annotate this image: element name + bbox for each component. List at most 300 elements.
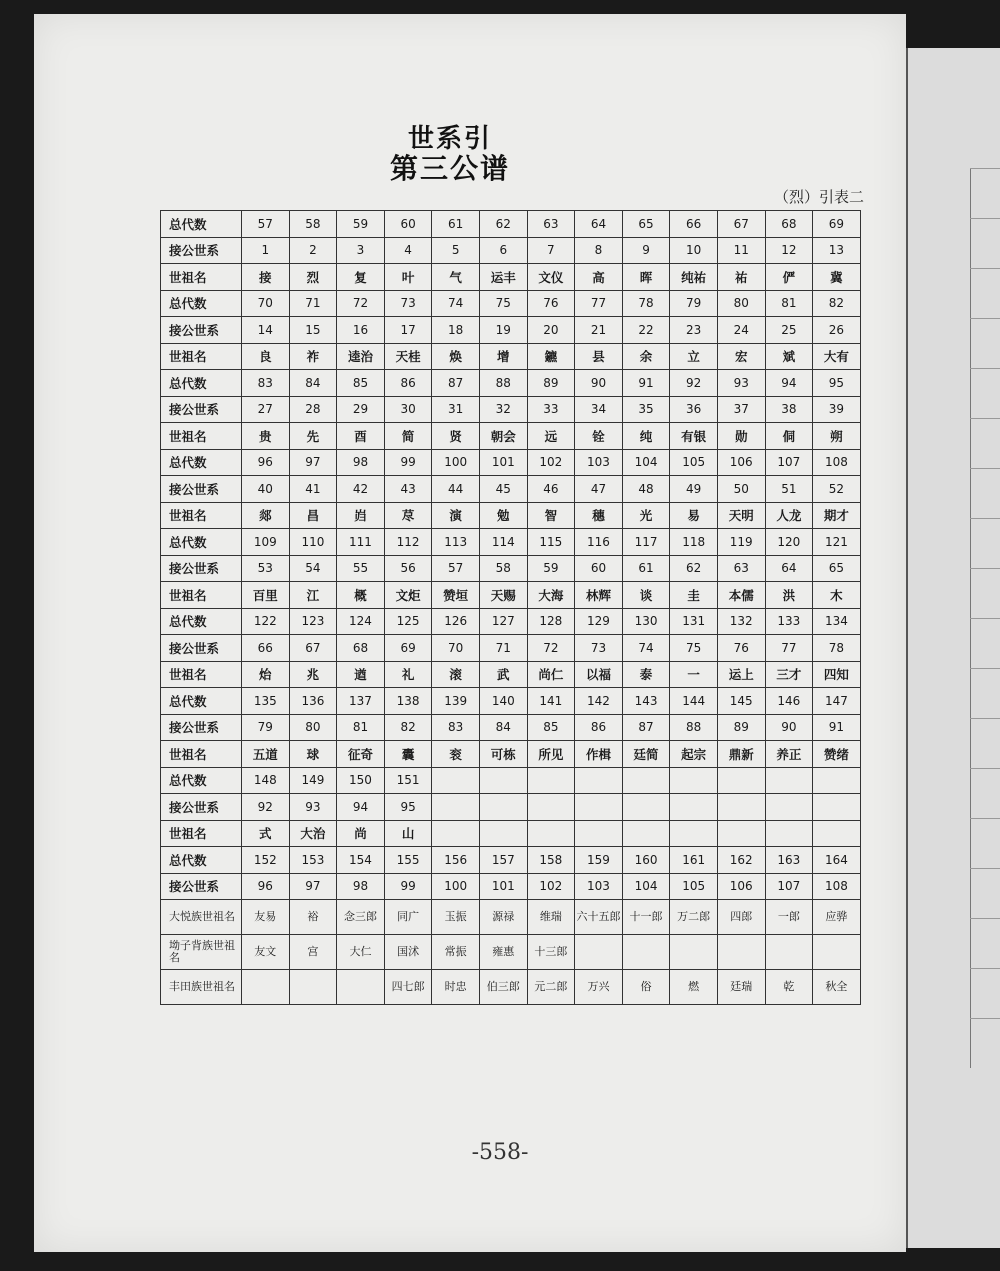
table-cell: 71	[479, 635, 527, 662]
table-cell: 球	[289, 741, 337, 768]
table-cell: 95	[813, 370, 861, 397]
table-cell: 期才	[813, 502, 861, 529]
table-cell: 109	[242, 529, 290, 556]
adjacent-table-rule	[970, 168, 1000, 169]
table-cell: 149	[289, 767, 337, 794]
table-cell: 164	[813, 847, 861, 874]
table-row	[161, 502, 861, 529]
table-cell: 103	[575, 873, 623, 900]
table-cell	[575, 767, 623, 794]
table-cell: 县	[575, 343, 623, 370]
table-cell: 31	[432, 396, 480, 423]
table-cell: 135	[242, 688, 290, 715]
table-cell: 大治	[289, 820, 337, 847]
table-cell: 96	[242, 873, 290, 900]
table-cell: 55	[337, 555, 385, 582]
row-label: 总代数	[161, 449, 242, 476]
table-row	[161, 290, 861, 317]
adjacent-table-rule	[970, 718, 1000, 719]
table-cell: 95	[384, 794, 432, 821]
table-cell: 26	[813, 317, 861, 344]
table-cell: 75	[479, 290, 527, 317]
table-cell: 圭	[670, 582, 718, 609]
adjacent-table-rule	[970, 218, 1000, 219]
table-cell: 90	[575, 370, 623, 397]
table-cell: 39	[813, 396, 861, 423]
table-cell: 衮	[432, 741, 480, 768]
table-cell	[479, 820, 527, 847]
adjacent-page-edge	[906, 48, 1000, 1248]
table-cell: 104	[622, 449, 670, 476]
table-cell	[813, 820, 861, 847]
table-cell	[813, 794, 861, 821]
table-cell: 逵治	[337, 343, 385, 370]
table-row	[161, 529, 861, 556]
table-row	[161, 449, 861, 476]
table-cell: 99	[384, 449, 432, 476]
table-cell: 维瑞	[527, 900, 575, 935]
table-cell: 85	[337, 370, 385, 397]
table-cell: 72	[527, 635, 575, 662]
table-cell: 106	[717, 873, 765, 900]
table-cell: 兆	[289, 661, 337, 688]
table-cell: 雍惠	[479, 935, 527, 970]
table-cell: 120	[765, 529, 813, 556]
table-cell	[622, 794, 670, 821]
table-cell: 137	[337, 688, 385, 715]
table-cell: 85	[527, 714, 575, 741]
table-cell: 64	[575, 211, 623, 238]
table-cell: 47	[575, 476, 623, 503]
table-cell: 68	[765, 211, 813, 238]
row-label: 总代数	[161, 370, 242, 397]
table-cell: 59	[527, 555, 575, 582]
table-cell: 82	[813, 290, 861, 317]
table-cell: 83	[242, 370, 290, 397]
table-cell: 鑣	[527, 343, 575, 370]
table-cell: 127	[479, 608, 527, 635]
adjacent-table-rule	[970, 568, 1000, 569]
row-label: 总代数	[161, 847, 242, 874]
table-cell: 113	[432, 529, 480, 556]
table-cell: 五道	[242, 741, 290, 768]
row-label: 总代数	[161, 767, 242, 794]
table-cell: 86	[384, 370, 432, 397]
table-cell: 66	[242, 635, 290, 662]
table-cell: 一	[670, 661, 718, 688]
table-cell: 146	[765, 688, 813, 715]
table-cell: 72	[337, 290, 385, 317]
table-cell: 92	[670, 370, 718, 397]
table-cell: 一郎	[765, 900, 813, 935]
table-cell: 108	[813, 873, 861, 900]
table-cell: 70	[432, 635, 480, 662]
table-cell: 十一郎	[622, 900, 670, 935]
table-cell: 25	[765, 317, 813, 344]
row-label: 世祖名	[161, 423, 242, 450]
table-row	[161, 211, 861, 238]
table-cell: 56	[384, 555, 432, 582]
table-cell: 勉	[479, 502, 527, 529]
table-cell: 70	[242, 290, 290, 317]
table-cell: 4	[384, 237, 432, 264]
table-cell: 141	[527, 688, 575, 715]
table-cell: 111	[337, 529, 385, 556]
table-cell: 132	[717, 608, 765, 635]
table-cell: 朝会	[479, 423, 527, 450]
table-cell: 15	[289, 317, 337, 344]
table-cell: 百里	[242, 582, 290, 609]
table-cell: 62	[479, 211, 527, 238]
table-cell: 四七郎	[384, 970, 432, 1005]
table-cell: 43	[384, 476, 432, 503]
row-label: 世祖名	[161, 741, 242, 768]
adjacent-table-rule	[970, 268, 1000, 269]
table-cell: 41	[289, 476, 337, 503]
row-label: 接公世系	[161, 794, 242, 821]
table-row	[161, 900, 861, 935]
table-cell: 19	[479, 317, 527, 344]
table-cell: 1	[242, 237, 290, 264]
row-label: 接公世系	[161, 555, 242, 582]
table-cell: 武	[479, 661, 527, 688]
row-label: 总代数	[161, 290, 242, 317]
table-cell	[717, 767, 765, 794]
table-cell	[765, 820, 813, 847]
table-cell: 赞垣	[432, 582, 480, 609]
table-cell: 勋	[717, 423, 765, 450]
table-cell: 十三郎	[527, 935, 575, 970]
table-cell: 90	[765, 714, 813, 741]
table-cell: 32	[479, 396, 527, 423]
table-cell: 73	[384, 290, 432, 317]
table-cell: 8	[575, 237, 623, 264]
table-cell	[813, 767, 861, 794]
table-cell	[527, 767, 575, 794]
table-cell: 74	[622, 635, 670, 662]
document-title	[350, 124, 550, 184]
table-cell: 63	[717, 555, 765, 582]
table-cell: 54	[289, 555, 337, 582]
table-cell: 158	[527, 847, 575, 874]
table-cell: 养正	[765, 741, 813, 768]
table-cell: 153	[289, 847, 337, 874]
row-label: 接公世系	[161, 635, 242, 662]
table-cell: 65	[622, 211, 670, 238]
table-cell: 11	[717, 237, 765, 264]
adjacent-table-rule	[970, 518, 1000, 519]
table-cell: 朔	[813, 423, 861, 450]
table-cell: 21	[575, 317, 623, 344]
genealogy-table	[160, 210, 861, 1005]
table-cell: 尚	[337, 820, 385, 847]
table-cell: 88	[670, 714, 718, 741]
adjacent-table-rule	[970, 418, 1000, 419]
table-row	[161, 396, 861, 423]
table-cell: 穗	[575, 502, 623, 529]
table-cell: 93	[717, 370, 765, 397]
table-cell: 智	[527, 502, 575, 529]
table-row	[161, 476, 861, 503]
table-cell: 63	[527, 211, 575, 238]
table-cell: 郯	[242, 502, 290, 529]
adjacent-table-rule	[970, 768, 1000, 769]
table-cell: 44	[432, 476, 480, 503]
table-cell: 159	[575, 847, 623, 874]
table-cell: 5	[432, 237, 480, 264]
table-row	[161, 935, 861, 970]
table-cell: 46	[527, 476, 575, 503]
table-cell: 126	[432, 608, 480, 635]
table-cell: 61	[622, 555, 670, 582]
table-cell: 晖	[622, 264, 670, 291]
table-cell: 四知	[813, 661, 861, 688]
table-cell	[717, 820, 765, 847]
table-cell: 77	[765, 635, 813, 662]
table-cell: 108	[813, 449, 861, 476]
table-cell: 140	[479, 688, 527, 715]
table-cell: 145	[717, 688, 765, 715]
table-subtitle: （烈）引表二	[773, 188, 864, 206]
table-cell: 38	[765, 396, 813, 423]
table-cell: 17	[384, 317, 432, 344]
table-cell: 廷瑞	[717, 970, 765, 1005]
adjacent-table-rule	[970, 668, 1000, 669]
table-cell	[622, 767, 670, 794]
table-cell: 87	[432, 370, 480, 397]
table-cell: 征奇	[337, 741, 385, 768]
table-cell: 152	[242, 847, 290, 874]
table-cell: 87	[622, 714, 670, 741]
table-cell: 炲	[242, 661, 290, 688]
table-cell: 130	[622, 608, 670, 635]
table-cell: 山	[384, 820, 432, 847]
adjacent-table-rule	[970, 818, 1000, 819]
table-cell: 易	[670, 502, 718, 529]
table-cell: 73	[575, 635, 623, 662]
table-cell: 138	[384, 688, 432, 715]
row-label: 世祖名	[161, 502, 242, 529]
row-label: 世祖名	[161, 582, 242, 609]
table-row	[161, 820, 861, 847]
table-cell: 81	[765, 290, 813, 317]
table-cell: 67	[289, 635, 337, 662]
table-cell	[670, 820, 718, 847]
table-cell: 35	[622, 396, 670, 423]
table-cell: 囊	[384, 741, 432, 768]
table-cell: 49	[670, 476, 718, 503]
table-row	[161, 661, 861, 688]
row-label: 接公世系	[161, 476, 242, 503]
table-cell: 100	[432, 873, 480, 900]
table-cell: 可栋	[479, 741, 527, 768]
table-cell: 酉	[337, 423, 385, 450]
table-cell: 104	[622, 873, 670, 900]
table-cell: 102	[527, 449, 575, 476]
table-cell: 122	[242, 608, 290, 635]
table-cell	[717, 935, 765, 970]
table-row	[161, 688, 861, 715]
row-label: 接公世系	[161, 873, 242, 900]
table-cell: 演	[432, 502, 480, 529]
table-cell: 24	[717, 317, 765, 344]
table-cell: 10	[670, 237, 718, 264]
table-cell: 荩	[384, 502, 432, 529]
table-cell: 接	[242, 264, 290, 291]
table-cell: 大有	[813, 343, 861, 370]
table-cell: 9	[622, 237, 670, 264]
table-cell: 105	[670, 449, 718, 476]
table-cell: 岿	[337, 502, 385, 529]
table-cell: 84	[479, 714, 527, 741]
table-cell: 燃	[670, 970, 718, 1005]
table-cell: 天赐	[479, 582, 527, 609]
table-cell: 宏	[717, 343, 765, 370]
table-cell: 89	[527, 370, 575, 397]
row-label: 坳子背族世祖名	[161, 935, 242, 970]
table-cell: 58	[289, 211, 337, 238]
table-cell	[479, 767, 527, 794]
table-cell: 本儒	[717, 582, 765, 609]
table-cell: 纯	[622, 423, 670, 450]
table-cell: 112	[384, 529, 432, 556]
table-cell: 余	[622, 343, 670, 370]
table-cell: 89	[717, 714, 765, 741]
row-label: 世祖名	[161, 264, 242, 291]
table-cell: 129	[575, 608, 623, 635]
table-cell: 99	[384, 873, 432, 900]
table-row	[161, 794, 861, 821]
table-cell	[289, 970, 337, 1005]
table-cell: 98	[337, 449, 385, 476]
table-cell: 100	[432, 449, 480, 476]
table-cell: 叶	[384, 264, 432, 291]
table-row	[161, 264, 861, 291]
table-cell: 80	[289, 714, 337, 741]
table-cell: 97	[289, 449, 337, 476]
table-cell: 157	[479, 847, 527, 874]
table-cell: 69	[813, 211, 861, 238]
adjacent-table-rule	[970, 368, 1000, 369]
table-cell: 伯三郎	[479, 970, 527, 1005]
table-cell	[527, 820, 575, 847]
table-cell: 48	[622, 476, 670, 503]
table-cell: 150	[337, 767, 385, 794]
table-cell: 33	[527, 396, 575, 423]
table-cell: 91	[622, 370, 670, 397]
table-cell: 57	[242, 211, 290, 238]
table-cell: 114	[479, 529, 527, 556]
table-cell: 81	[337, 714, 385, 741]
table-cell: 106	[717, 449, 765, 476]
table-row	[161, 608, 861, 635]
table-cell: 裕	[289, 900, 337, 935]
table-cell: 良	[242, 343, 290, 370]
table-cell: 贵	[242, 423, 290, 450]
row-label: 接公世系	[161, 396, 242, 423]
table-cell: 文炬	[384, 582, 432, 609]
table-cell: 乾	[765, 970, 813, 1005]
table-cell: 20	[527, 317, 575, 344]
table-cell: 大仁	[337, 935, 385, 970]
table-cell: 29	[337, 396, 385, 423]
table-cell: 俨	[765, 264, 813, 291]
table-cell: 128	[527, 608, 575, 635]
table-cell: 复	[337, 264, 385, 291]
table-cell: 52	[813, 476, 861, 503]
table-cell: 28	[289, 396, 337, 423]
adjacent-table-rule	[970, 318, 1000, 319]
table-cell	[242, 970, 290, 1005]
table-cell: 36	[670, 396, 718, 423]
row-label: 接公世系	[161, 237, 242, 264]
table-cell: 125	[384, 608, 432, 635]
table-row	[161, 555, 861, 582]
table-cell: 123	[289, 608, 337, 635]
table-row	[161, 317, 861, 344]
table-cell: 万二郎	[670, 900, 718, 935]
table-cell: 22	[622, 317, 670, 344]
table-cell: 鼎新	[717, 741, 765, 768]
adjacent-table-rule	[970, 868, 1000, 869]
table-cell	[575, 794, 623, 821]
table-row	[161, 582, 861, 609]
table-row	[161, 873, 861, 900]
table-cell: 大海	[527, 582, 575, 609]
table-cell: 40	[242, 476, 290, 503]
table-cell: 34	[575, 396, 623, 423]
table-cell: 焕	[432, 343, 480, 370]
table-cell	[813, 935, 861, 970]
table-cell: 161	[670, 847, 718, 874]
row-label: 总代数	[161, 688, 242, 715]
table-cell: 68	[337, 635, 385, 662]
table-cell: 97	[289, 873, 337, 900]
table-cell: 遒	[337, 661, 385, 688]
table-cell: 13	[813, 237, 861, 264]
table-cell: 木	[813, 582, 861, 609]
table-cell: 154	[337, 847, 385, 874]
row-label: 接公世系	[161, 317, 242, 344]
table-cell: 45	[479, 476, 527, 503]
row-label: 世祖名	[161, 661, 242, 688]
table-cell: 58	[479, 555, 527, 582]
table-cell: 23	[670, 317, 718, 344]
table-cell: 江	[289, 582, 337, 609]
table-cell: 俗	[622, 970, 670, 1005]
table-cell: 应骅	[813, 900, 861, 935]
table-cell: 先	[289, 423, 337, 450]
table-cell: 151	[384, 767, 432, 794]
table-cell	[670, 794, 718, 821]
table-cell: 94	[765, 370, 813, 397]
table-cell: 74	[432, 290, 480, 317]
table-cell	[575, 820, 623, 847]
table-cell: 作楫	[575, 741, 623, 768]
table-cell: 立	[670, 343, 718, 370]
table-cell: 42	[337, 476, 385, 503]
table-cell: 156	[432, 847, 480, 874]
table-cell: 斌	[765, 343, 813, 370]
table-cell: 光	[622, 502, 670, 529]
table-cell: 赞绪	[813, 741, 861, 768]
table-cell: 110	[289, 529, 337, 556]
table-cell: 起宗	[670, 741, 718, 768]
adjacent-table-rule	[970, 618, 1000, 619]
table-cell: 侗	[765, 423, 813, 450]
table-cell: 160	[622, 847, 670, 874]
table-cell: 147	[813, 688, 861, 715]
